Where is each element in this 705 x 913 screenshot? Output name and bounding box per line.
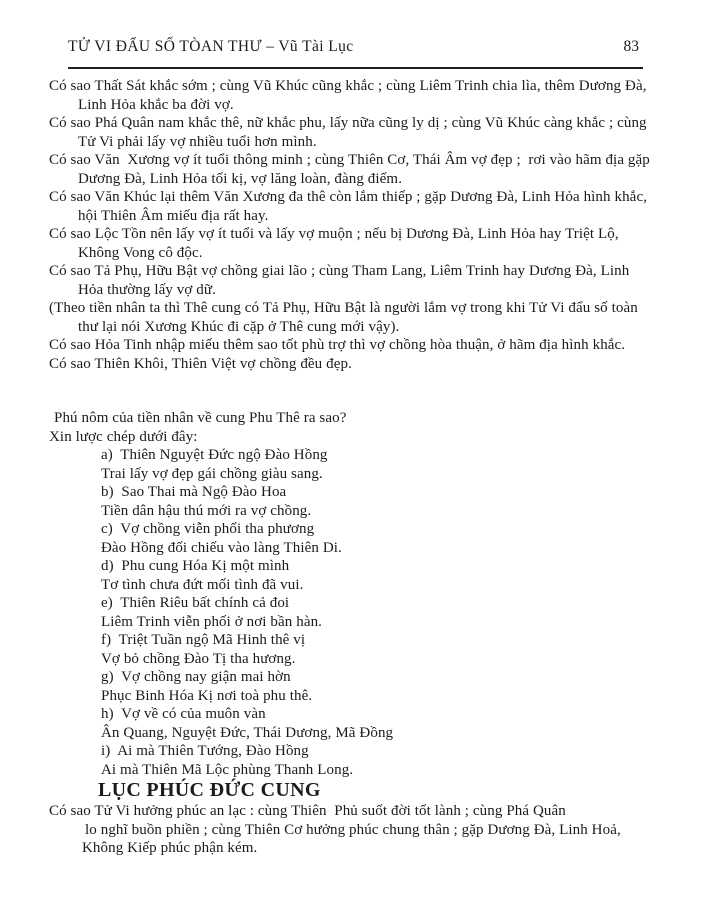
- text-line: Liêm Trinh viễn phối ở nơi bần hàn.: [101, 613, 323, 630]
- text-line: Có sao Phá Quân nam khắc thê, nữ khắc phu, lấy nữa cũng ly dị ; cùng Vũ Khúc càng khắc ; cùng: [49, 115, 647, 131]
- text-line: Vợ bỏ chồng Đào Tị tha hương.: [101, 650, 296, 667]
- text-line: Không Kiếp phúc phận kém.: [82, 840, 258, 856]
- text-line: Có sao Tử Vi hưởng phúc an lạc : cùng Thiên Phủ suốt đời tốt lành ; cùng Phá Quân: [49, 803, 566, 819]
- text-line: g) Vợ chồng nay giận mai hờn: [101, 669, 291, 685]
- text-line: Đào Hồng đối chiếu vào làng Thiên Di.: [101, 539, 342, 556]
- text-line: Có sao Thiên Khôi, Thiên Việt vợ chồng đều đẹp.: [49, 355, 352, 372]
- text-line: Tử Vi phải lấy vợ nhiều tuổi hơn mình.: [78, 133, 317, 150]
- text-line: Có sao Lộc Tồn nên lấy vợ ít tuổi và lấy vợ muộn ; nếu bị Dương Đà, Linh Hỏa hay Triệt Lộ,: [49, 226, 619, 242]
- text-line: Linh Hỏa khắc ba đời vợ.: [78, 96, 234, 113]
- text-line: Phú nôm của tiền nhân về cung Phu Thê ra sao?: [54, 410, 347, 426]
- text-line: Ai mà Thiên Mã Lộc phùng Thanh Long.: [101, 761, 354, 778]
- text-line: Dương Đà, Linh Hỏa tối kị, vợ lăng loàn, đàng điếm.: [78, 170, 403, 187]
- text-line: thư lại nói Xương Khúc đi cặp ở Thê cung mới vậy).: [78, 318, 400, 335]
- text-line: Ân Quang, Nguyệt Đức, Thái Dương, Mã Đồng: [101, 724, 394, 741]
- text-line: Phục Binh Hóa Kị nơi toà phu thê.: [101, 687, 313, 704]
- page-number: 83: [623, 38, 639, 55]
- text-line: h) Vợ về có của muôn vàn: [101, 706, 266, 722]
- text-line: f) Triệt Tuần ngộ Mã Hinh thê vị: [101, 632, 306, 648]
- book-title: TỬ VI ĐẨU SỐ TÒAN THƯ – Vũ Tài Lục: [68, 38, 354, 55]
- text-line: Có sao Văn Khúc lại thêm Văn Xương đa thê còn lắm thiếp ; gặp Dương Đà, Linh Hỏa hình khắc,: [49, 189, 648, 205]
- text-line: Không Vong cô độc.: [78, 244, 203, 261]
- text-line: e) Thiên Riêu bất chính cả đoi: [101, 595, 290, 611]
- text-line: (Theo tiền nhân ta thì Thê cung có Tả Phụ, Hữu Bật là người lắm vợ trong khi Tử Vi đẩu số toàn: [49, 300, 638, 316]
- text-line: lo nghĩ buồn phiền ; cùng Thiên Cơ hưởng phúc chung thân ; gặp Dương Đà, Linh Hoả,: [85, 821, 621, 838]
- paragraph-gap: [49, 373, 685, 409]
- text-line: Có sao Hỏa Tinh nhập miếu thêm sao tốt phù trợ thì vợ chồng hòa thuận, ở hãm địa hình khắc.: [49, 337, 626, 353]
- text-line: Xin lược chép dưới đây:: [49, 428, 198, 445]
- text-line: b) Sao Thai mà Ngộ Đào Hoa: [101, 484, 287, 500]
- text-line: Tiền dân hậu thú mới ra vợ chồng.: [101, 502, 312, 519]
- header-divider: [68, 67, 643, 69]
- text-line: hội Thiên Âm miếu địa rất hay.: [78, 207, 269, 224]
- page-header: [68, 38, 643, 56]
- text-line: Tơ tình chưa đứt mối tình đã vui.: [101, 576, 304, 593]
- text-line: Có sao Thất Sát khắc sớm ; cùng Vũ Khúc cũng khắc ; cùng Liêm Trinh chia lìa, thêm Dương Đà,: [49, 78, 647, 94]
- text-line: c) Vợ chồng viễn phối tha phương: [101, 521, 315, 537]
- text-line: d) Phu cung Hóa Kị một mình: [101, 558, 290, 574]
- text-line: i) Ai mà Thiên Tướng, Đào Hồng: [101, 743, 309, 759]
- text-line: Có sao Văn Xương vợ ít tuổi thông minh ; cùng Thiên Cơ, Thái Âm vợ đẹp ; rơi vào hãm địa gặp: [49, 152, 650, 168]
- text-line: Có sao Tả Phụ, Hữu Bật vợ chồng giai lão ; cùng Tham Lang, Liêm Trinh hay Dương Đà, Linh: [49, 263, 630, 279]
- text-line: a) Thiên Nguyệt Đức ngộ Đào Hồng: [101, 447, 328, 463]
- section-heading: LỤC PHÚC ĐỨC CUNG: [98, 779, 321, 801]
- page-body: [49, 77, 685, 858]
- text-line: Hỏa thường lấy vợ dữ.: [78, 281, 216, 298]
- text-line: Trai lấy vợ đẹp gái chồng giàu sang.: [101, 465, 323, 482]
